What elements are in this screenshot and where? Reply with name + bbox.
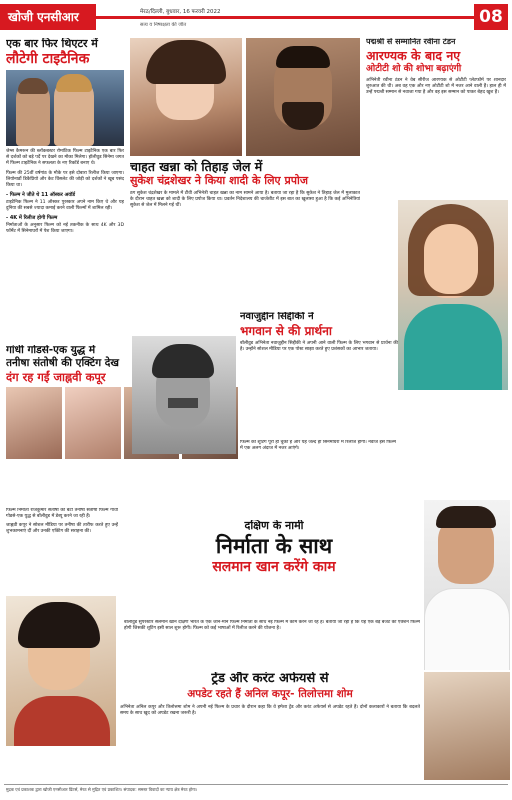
- gandhi-headline-2: तनीषा संतोषी की एक्टिंग देख: [6, 357, 119, 370]
- titanic-body-2: टाइटैनिक फिल्म ने 11 ऑस्कर पुरस्कार अपने नाम किए थे और यह दुनिया की सबसे ज्यादा कमाई करने वाली फिल्मों में शामिल रही।: [6, 199, 124, 211]
- nawaz-body-2: फिल्म की शूटिंग पूरी हो चुकी है और यह जल्द ही सिनेमाघरों में रिलीज होगी। नवाज इस फिल्म में एक अलग अंदाज में नजर आएंगे।: [240, 440, 396, 452]
- gandhi-paragraph: फिल्म निर्माता राजकुमार संतोषी की बेटी तनीषा संतोषी फिल्म गांधी गोडसे-एक युद्ध से बॉलीवुड में डेब्यू करने जा रही हैं।: [6, 508, 118, 520]
- tanisha-photo: [6, 387, 62, 459]
- footer: मुद्रक एवं प्रकाशक द्वारा खोजी एनसीआर प्रिंटर्स, मेरठ से मुद्रित एवं प्रकाशित। संपादक: समस्त विवादों का न्याय क्षेत्र मेरठ होगा।: [6, 787, 198, 792]
- raveena-headline-2: ओटीटी शो की शोभा बढ़ाएंगी: [366, 63, 462, 74]
- titanic-subhead-1: - फिल्म ने जीते थे 11 ऑस्कर अवॉर्ड: [6, 191, 76, 198]
- page-number-text: 08: [479, 7, 503, 27]
- section-title: खोजी एनसीआर: [8, 10, 79, 24]
- masthead: [0, 0, 512, 34]
- anil-headline-1: ट्रेंड और करंट अफेयर्स से: [211, 672, 329, 686]
- sukesh-photo: [246, 38, 360, 156]
- titanic-subhead-2: - 4K में रिलीज होगी फिल्म: [6, 214, 58, 221]
- nawaz-headline-2: भगवान से की प्रार्थना: [240, 323, 332, 338]
- gandhi-body: [6, 508, 118, 588]
- salman-kicker: दक्षिण के नामी: [244, 520, 304, 532]
- titanic-body: [6, 149, 124, 189]
- chahat-body: ठग सुकेश चंद्रशेखर के मामले में टीवी अभिनेत्री चाहत खन्ना का नाम सामने आया है। बताया जा रहा है कि सुकेश ने तिहाड़ जेल में मुलाकात के दौरान चाहत खन्ना को शादी के लिए प्रपोज किया था। प्रवर्तन निदेशालय की चार्जशीट में इस बात का खुलासा हुआ है कि कई अभिनेत्रियां सुकेश से जेल में मिलने गई थीं।: [130, 190, 360, 208]
- page-number: [474, 4, 508, 30]
- chahat-photo: [130, 38, 242, 156]
- janhvi-photo: [65, 387, 121, 459]
- chahat-headline-2: सुकेश चंद्रशेखर ने किया शादी के लिए प्रपोज: [130, 174, 308, 188]
- masthead-section: [0, 4, 96, 30]
- anil-side-photo: [424, 672, 510, 780]
- footer-rule: [4, 784, 508, 785]
- date-line: मेरठ/दिल्ली, बुधवार, 16 फरवरी 2022: [140, 9, 221, 15]
- nawaz-photo: [132, 336, 236, 454]
- chahat-headline-1: चाहत खन्ना को तिहाड़ जेल में: [130, 159, 263, 174]
- raveena-kicker: पद्मश्री से सम्मानित रवीना टंडन: [366, 38, 456, 46]
- salman-body: बॉलीवुड सुपरस्टार सलमान खान दक्षिण भारत के एक जाने-माने फिल्म निर्माता के साथ नई फिल्म में काम करने जा रहे हैं। बताया जा रहा है कि यह एक बड़े बजट की एक्शन फिल्म होगी जिसकी शूटिंग इसी साल शुरू होगी। फिल्म को कई भाषाओं में रिलीज करने की योजना है।: [124, 620, 420, 632]
- nawaz-headline-1: नवाजुद्दीन सिद्दीकी ने: [240, 312, 314, 322]
- gandhi-headline-1: गांधी गोडसे-एक युद्ध में: [6, 345, 96, 356]
- masthead-rule: [96, 16, 474, 19]
- titanic-photo: [6, 70, 124, 146]
- titanic-article: [6, 38, 124, 338]
- chahat-article: [130, 38, 360, 308]
- titanic-paragraph: जेम्स कैमरून की ब्लॉकबस्टर रोमांटिक फिल्म टाइटैनिक एक बार फिर से दर्शकों को बड़े पर्दे पर देखने का मौका मिलेगा। हॉलीवुड सिनेमा जगत में फिल्म टाइटैनिक ने सफलता के नए रिकॉर्ड बनाए थे।: [6, 149, 124, 167]
- titanic-kicker: एक बार फिर थिएटर में: [6, 38, 98, 50]
- salman-headline-2: सलमान खान करेंगे काम: [212, 558, 336, 575]
- salman-headline-1: निर्माता के साथ: [215, 533, 333, 558]
- anil-photo: [6, 596, 116, 746]
- gandhi-headline-3: दंग रह गईं जाह्नवी कपूर: [6, 370, 106, 385]
- titanic-body-3: निर्माताओं के अनुसार फिल्म को नई तकनीक के साथ 4K और 3D फॉर्मेट में सिनेमाघरों में पेश किया जाएगा।: [6, 222, 124, 235]
- titanic-headline: लौटेगी टाइटैनिक: [6, 50, 90, 67]
- anil-headline-2: अपडेट रहते हैं अनिल कपूर- तिलोत्तमा शोम: [187, 687, 353, 700]
- raveena-photo: [398, 200, 508, 390]
- raveena-headline-1: आरण्यक के बाद नए: [366, 48, 461, 64]
- salman-photo: [424, 500, 510, 670]
- gandhi-paragraph: जाह्नवी कपूर ने सोशल मीडिया पर तनीषा की तारीफ करते हुए उन्हें शुभकामनाएं दीं और उनकी एक्टिंग की सराहना की।: [6, 523, 118, 535]
- edition-line: सत्य व निष्पक्षता की जीत: [140, 22, 187, 28]
- nawaz-body: बॉलीवुड अभिनेता नवाजुद्दीन सिद्दीकी ने अपनी आने वाली फिल्म के लिए भगवान से प्रार्थना की है। उन्होंने सोशल मीडिया पर एक पोस्ट साझा करते हुए प्रशंसकों का आभार जताया।: [240, 341, 398, 353]
- raveena-body: अभिनेत्री रवीना टंडन ने वेब सीरीज आरण्यक से ओटीटी प्लेटफॉर्म पर शानदार शुरुआत की थी। अब वह एक और नए ओटीटी शो में नजर आने वाली हैं। हाल ही में उन्हें पद्मश्री सम्मान से नवाजा गया है और वह इस सम्मान को पाकर बेहद खुश हैं।: [366, 77, 506, 96]
- titanic-paragraph: फिल्म की 25वीं वर्षगांठ के मौके पर इसे दोबारा रिलीज किया जाएगा। लियोनार्डो डिकैप्रियो और केट विंसलेट की जोड़ी को दर्शकों ने खूब पसंद किया था।: [6, 170, 124, 188]
- anil-body: अभिनेता अनिल कपूर और तिलोत्तमा शोम ने अपनी नई फिल्म के प्रचार के दौरान कहा कि वे हमेशा ट्रेंड और करंट अफेयर्स से अपडेट रहते हैं। दोनों कलाकारों ने बताया कि बदलते समय के साथ खुद को अपडेट रखना जरूरी है।: [120, 704, 420, 716]
- anil-article: [120, 672, 420, 782]
